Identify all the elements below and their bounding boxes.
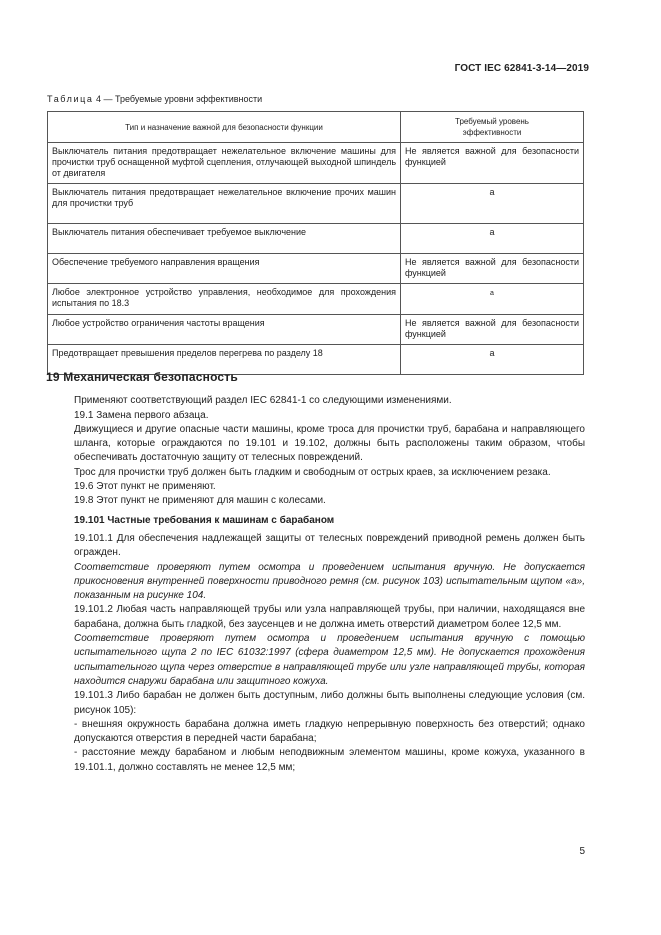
function-cell: Обеспечение требуемого направления вращения [48, 254, 401, 284]
paragraph: 19.6 Этот пункт не применяют. [74, 481, 216, 493]
document-code: ГОСТ IEC 62841-3-14—2019 [454, 63, 589, 74]
paragraph: Движущиеся и другие опасные части машины, кроме троса для прочистки труб, барабана и направляющего шланга, которые ограждаются по 19.101 и 19.102, должны быть расположены таким образом, чтобы обеспечивать достаточную защиту от телесных повреждений. [74, 423, 585, 464]
table-header-row [48, 112, 584, 143]
table-row [48, 184, 584, 224]
function-cell: Выключатель питания предотвращает нежелательное включение прочих машин для прочистки труб [48, 184, 401, 224]
paragraph: 19.101.3 Либо барабан не должен быть доступным, либо должны быть выполнены следующие условия (см. рисунок 105): [74, 690, 585, 716]
level-cell: a [401, 284, 584, 315]
compliance-check-paragraph: Соответствие проверяют путем осмотра и проведением испытания вручную с помощью испытательного щупа 2 по IEC 61032:1997 (сфера диаметром 12,5 мм). Не допускается прохождения испытательного щупа через отверстие в направляющей трубе или узле направляющей трубы, которая находится снаружи барабана или защитного кожуха. [74, 633, 585, 687]
level-cell: Не является важной для безопасности функцией [401, 254, 584, 284]
section-body [46, 370, 585, 775]
function-cell: Предотвращает превышения пределов перегрева по разделу 18 [48, 345, 401, 375]
paragraph: Применяют соответствующий раздел IEC 62841-1 со следующими изменениями. [74, 395, 452, 407]
level-cell: Не является важной для безопасности функцией [401, 315, 584, 345]
function-cell: Выключатель питания обеспечивает требуемое выключение [48, 224, 401, 254]
table-row [48, 315, 584, 345]
function-cell: Любое устройство ограничения частоты вращения [48, 315, 401, 345]
list-item: - расстояние между барабаном и любым неподвижным элементом машины, кроме кожуха, указанного в 19.101.1, должно составлять не менее 12,5 мм; [74, 747, 585, 773]
paragraph: Трос для прочистки труб должен быть гладким и свободным от острых краев, за исключением резака. [74, 466, 551, 478]
paragraph: 19.1 Замена первого абзаца. [74, 409, 209, 421]
col-level-header: Требуемый уровень эффективности [401, 112, 584, 143]
function-cell: Выключатель питания предотвращает нежелательное включение машины для прочистки труб оснащенной муфтой сцепления, отлучающей выходной шпиндель от двигателя [48, 143, 401, 184]
paragraph: 19.101.1 Для обеспечения надлежащей защиты от телесных повреждений приводной ремень должен быть огражден. [74, 532, 585, 559]
table-row [48, 254, 584, 284]
table-row [48, 224, 584, 254]
table-caption-word: Таблица [47, 94, 94, 104]
level-cell: Не является важной для безопасности функцией [401, 143, 584, 184]
efficiency-table [47, 111, 584, 375]
table-row [48, 143, 584, 184]
function-cell: Любое электронное устройство управления, необходимое для прохождения испытания по 18.3 [48, 284, 401, 315]
paragraph: 19.101.2 Любая часть направляющей трубы или узла направляющей трубы, при наличии, находящаяся вне барабана, должна быть гладкой, без заусенцев и не должна иметь отверстий диаметром более 12,5 мм. [74, 604, 585, 630]
table-caption-text: 4 — Требуемые уровни эффективности [96, 94, 263, 104]
col-function-header: Тип и назначение важной для безопасности функции [48, 112, 401, 143]
section-heading: 19 Механическая безопасность [46, 370, 238, 384]
list-item: - внешняя окружность барабана должна иметь гладкую непрерывную поверхность без отверстий; однако допускаются отверстия в передней части барабана; [74, 718, 585, 745]
level-cell: a [401, 224, 584, 254]
page-number: 5 [579, 846, 585, 857]
subsection-heading: 19.101 Частные требования к машинам с барабаном [74, 514, 335, 526]
paragraph: 19.8 Этот пункт не применяют для машин с колесами. [74, 495, 326, 507]
level-cell: a [401, 345, 584, 375]
level-cell: a [401, 184, 584, 224]
table-row [48, 284, 584, 315]
compliance-check-paragraph: Соответствие проверяют путем осмотра и проведением испытания вручную. Не допускается прикосновения внутренней поверхности приводного ремня (см. рисунок 103) испытательным щупом «а», показанным на рисунке 104. [74, 561, 585, 602]
table-caption [47, 94, 262, 104]
